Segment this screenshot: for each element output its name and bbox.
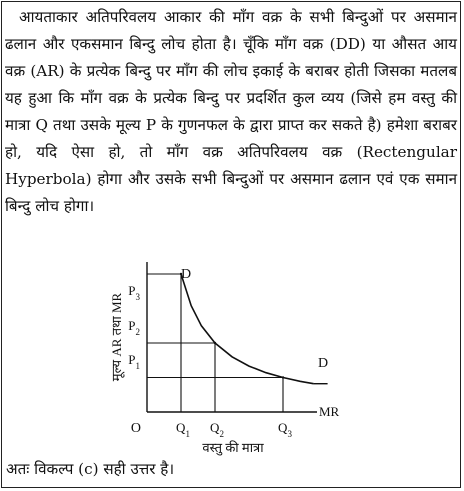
x-axis-title: वस्तु की मात्रा [202, 440, 264, 455]
explanation-paragraph: आयताकार अतिपरिवलय आकार की माँग वक्र के सभी बिन्दुओं पर असमान ढलान और एकसमान बिन्दु लोच होता है। चूँकि माँग वक्र (DD) या औसत आय वक्र (AR) के प्रत्येक बिन्दु पर माँग की लोच इकाई के बराबर होती जिसका मतलब यह हुआ कि माँग वक्र के प्रत्येक बिन्दु पर प्रदर्शित कुल व्यय (जिसे हम वस्तु की मात्रा Q तथा उसके मूल्य P के गुणनफल के द्वारा प्राप्त कर सकते है) हमेशा बराबर हो, यदि ऐसा हो, तो माँग वक्र अतिपरिवलय वक्र (Rectengular Hyperbola) होगा और उसके सभी बिन्दुओं पर असमान ढलान एवं एक समान बिन्दु लोच होगा। [5, 8, 457, 215]
curve-point-3 [282, 376, 284, 378]
svg-text:P2: $P_2$ [128, 318, 140, 337]
x-tick-q3 [278, 420, 292, 439]
svg-text:Q3: $Q_3$ [278, 420, 292, 439]
y-axis-title: मूल्य AR तथा MR [109, 292, 124, 382]
y-tick-p1 [128, 352, 140, 371]
curve-point-2 [214, 342, 216, 344]
demand-curve [181, 274, 314, 384]
curve-points [180, 273, 284, 379]
y-tick-p3 [128, 283, 140, 302]
origin-label: O [130, 421, 141, 436]
x-tick-q2 [210, 420, 224, 439]
x-axis-end-label: MR [319, 404, 340, 419]
y-tick-p2 [128, 318, 140, 337]
svg-text:P3: $P_3$ [128, 283, 140, 302]
conclusion-text: अतः विकल्प (c) सही उत्तर है। [6, 460, 175, 478]
curve-start-label: D [181, 267, 192, 282]
svg-text:Q2: $Q_2$ [210, 420, 224, 439]
svg-text:P1: $P_1$ [128, 352, 140, 371]
curve-end-label: D [318, 356, 329, 371]
x-tick-q1 [176, 420, 190, 439]
svg-text:Q1: $Q_1$ [176, 420, 190, 439]
